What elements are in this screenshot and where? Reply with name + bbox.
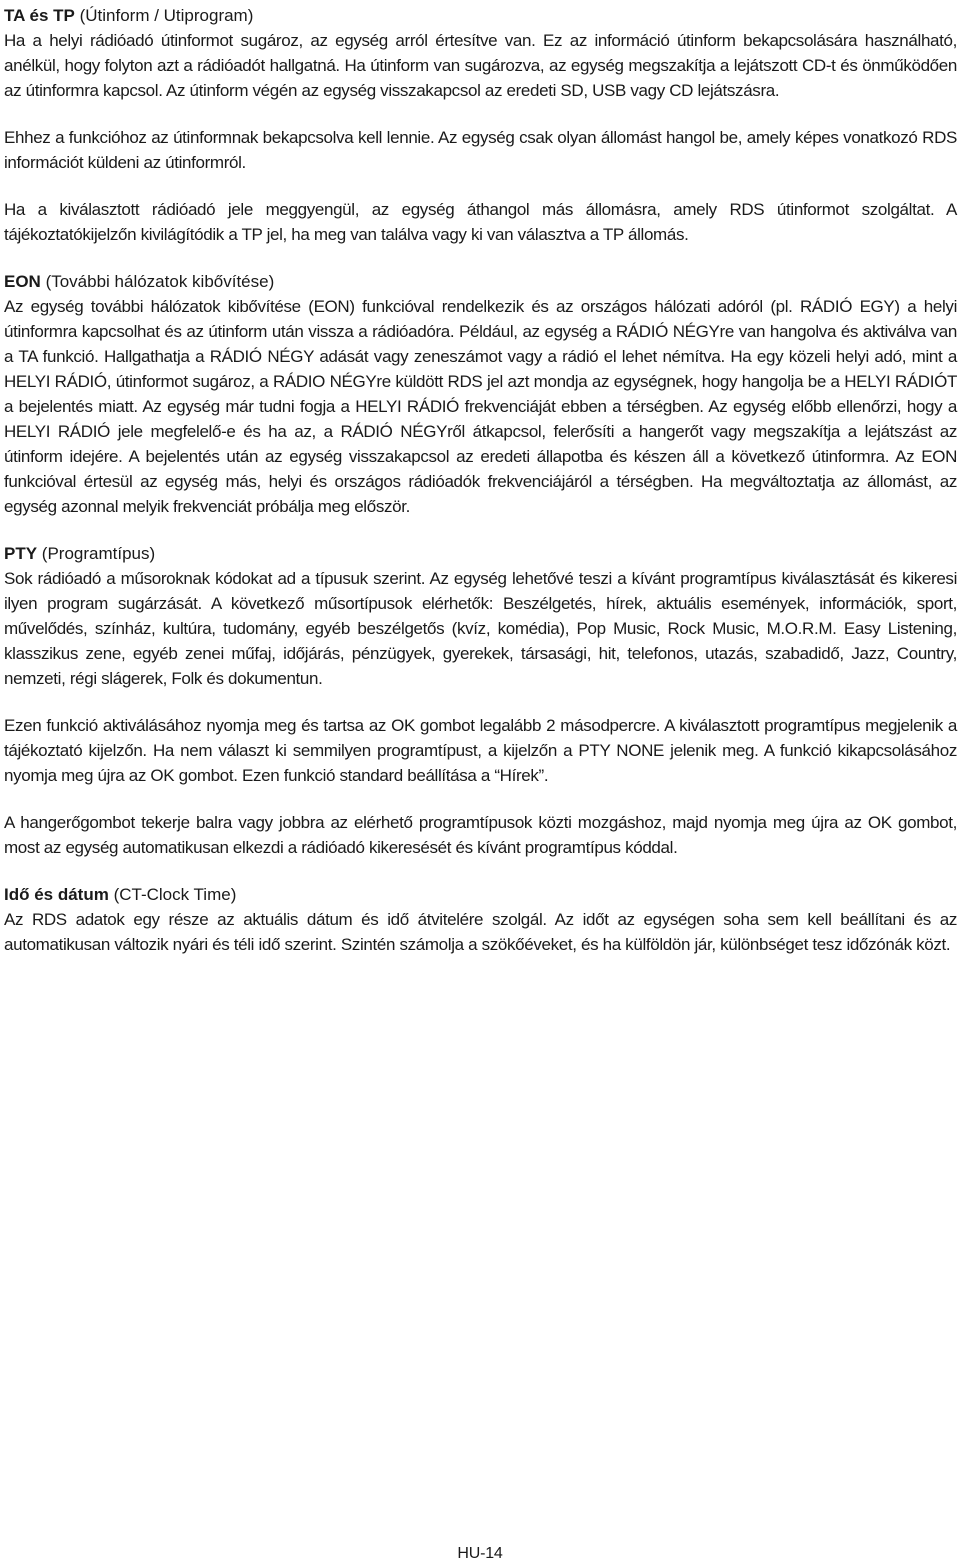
page-number: HU-14 <box>457 1545 503 1562</box>
paragraph: Ezen funkció aktiválásához nyomja meg és tartsa az OK gombot legalább 2 másodpercre. A kiválasztott programtípus megjelenik a tájékoztató kijelzőn. Ha nem választ ki semmilyen programtípust, a kijelzőn a PTY NONE jelenik meg. A funkció kikapcsolásához nyomja meg újra az OK gombot. Ezen funkció standard beállítása a “Hírek”. <box>4 716 957 785</box>
section-eon <box>4 269 957 519</box>
section-heading <box>4 3 957 28</box>
heading-bold: EON <box>4 272 41 291</box>
paragraph: Ehhez a funkcióhoz az útinformnak bekapcsolva kell lennie. Az egység csak olyan állomást hangol be, amely képes vonatkozó RDS információt küldeni az útinformról. <box>4 128 957 172</box>
paragraph: Ha a kiválasztott rádióadó jele meggyengül, az egység áthangol más állomásra, amely RDS útinformot szolgáltat. A tájékoztatókijelzőn kivilágítódik a TP jel, ha meg van találva vagy ki van választva a TP állomás. <box>4 200 957 244</box>
heading-subtitle: (További hálózatok kibővítése) <box>40 272 275 291</box>
paragraph: A hangerőgombot tekerje balra vagy jobbra az elérhető programtípusok közti mozgáshoz, majd nyomja meg újra az OK gombot, most az egység automatikusan elkezdi a rádióadó kikeresését és kívánt programtípus kóddal. <box>4 813 957 857</box>
paragraph: Ha a helyi rádióadó útinformot sugároz, az egység arról értesítve van. Ez az információ útinform bekapcsolására használható, anélkül, hogy folyton azt a rádióadót hallgatná. Ha útinform van sugározva, az egység megszakítja a lejátszott CD-t és önműködően az útinformra kapcsol. Az útinform végén az egység visszakapcsol az eredeti SD, USB vagy CD lejátszásra. <box>4 31 957 100</box>
section-heading <box>4 882 957 907</box>
section-pty <box>4 541 957 860</box>
section-heading <box>4 269 957 294</box>
heading-subtitle: (CT-Clock Time) <box>108 885 237 904</box>
heading-subtitle: (Programtípus) <box>37 544 156 563</box>
heading-subtitle: (Útinform / Utiprogram) <box>74 6 254 25</box>
section-heading <box>4 541 957 566</box>
paragraph: Sok rádióadó a műsoroknak kódokat ad a típusuk szerint. Az egység lehetővé teszi a kívánt programtípus kiválasztását és kikeresi ilyen program sugárzását. A következő műsortípusok elérhetők: Beszélgetés, hírek, aktuális események, információk, sport, művelődés, színház, kultúra, tudomány, egyéb beszélgetős (kvíz, komédia), Pop Music, Rock Music, M.O.R.M. Easy Listening, klasszikus zene, egyéb zenei műfaj, időjárás, pénzügyek, gyerekek, társasági, hit, telefonos, utazás, szabadidő, Jazz, Country, nemzeti, régi slágerek, Folk és dokumentun. <box>4 569 957 688</box>
section-clock-time <box>4 882 957 957</box>
paragraph: Az RDS adatok egy része az aktuális dátum és idő átvitelére szolgál. Az időt az egységen soha sem kell beállítani és az automatikusan változik nyári és téli idő szerint. Szintén számolja a szökőéveket, és ha külföldön jár, különbséget tesz időzónák közt. <box>4 910 957 954</box>
paragraph: Az egység további hálózatok kibővítése (EON) funkcióval rendelkezik és az országos hálózati adóról (pl. RÁDIÓ EGY) a helyi útinformra kapcsolhat és az útinform után vissza a rádióadóra. Például, az egység a RÁDIÓ NÉGYre van hangolva és aktiválva van a TA funkció. Hallgathatja a RÁDIÓ NÉGY adását vagy zeneszámot vagy a rádió el lehet némítva. Ha egy közeli helyi adó, mint a HELYI RÁDIÓ, útinformot sugároz, a RÁDIO NÉGYre küldött RDS jel azt mondja az egységnek, hogy hangolja be a HELYI RÁDIÓT a bejelentés miatt. Az egység már tudni fogja a HELYI RÁDIÓ frekvenciáját ebben a térségben. Az egység előbb ellenőrzi, hogy a HELYI RÁDIÓ jele megfelelő-e és ha az, a RÁDIÓ NÉGYről átkapcsol, felerősíti a hangerőt vagy megszakítja a lejátszást az útinform idejére. A bejelentés után az egység visszakapcsol az eredeti állapotba és készen áll a következő útinformra. Az EON funkcióval értesül az egység más, helyi és országos rádióadók frekvenciájáról a térségben. Ha megváltoztatja az állomást, az egység azonnal melyik frekvenciát próbálja meg először. <box>4 297 957 516</box>
section-ta-tp <box>4 3 957 247</box>
heading-bold: Idő és dátum <box>4 885 109 904</box>
heading-bold: TA és TP <box>4 6 75 25</box>
document-page <box>4 3 957 979</box>
heading-bold: PTY <box>4 544 38 563</box>
